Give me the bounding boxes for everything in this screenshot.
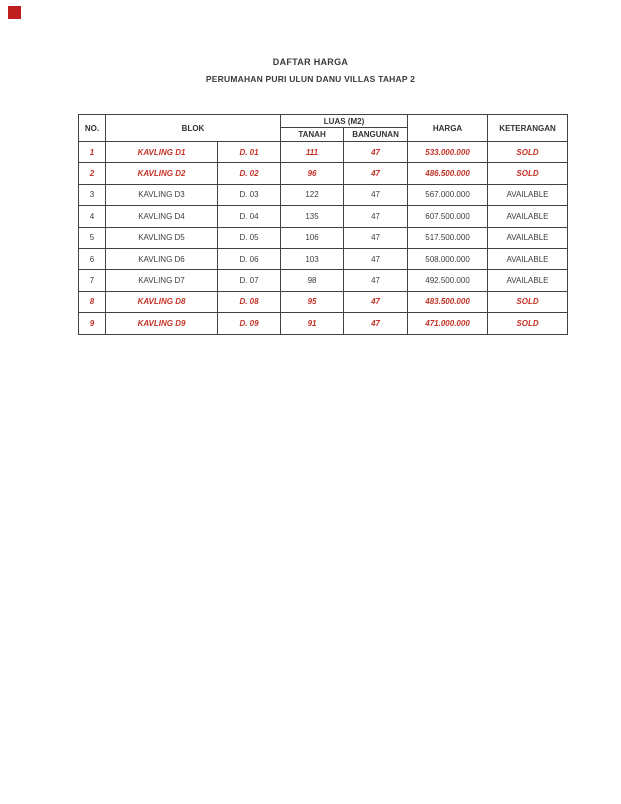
luas-tanah: 111 — [281, 142, 344, 163]
table-row — [79, 270, 568, 291]
blok-code: D. 01 — [218, 142, 281, 163]
luas-tanah: 95 — [281, 291, 344, 312]
row-no: 4 — [79, 206, 106, 227]
table-row — [79, 206, 568, 227]
blok-code: D. 02 — [218, 163, 281, 184]
header-blok: BLOK — [106, 115, 281, 142]
blok-code: D. 05 — [218, 227, 281, 248]
table-row — [79, 248, 568, 269]
row-no: 5 — [79, 227, 106, 248]
harga-value: 533.000.000 — [408, 142, 488, 163]
keterangan-value: SOLD — [488, 163, 568, 184]
header-no: NO. — [79, 115, 106, 142]
price-table — [78, 114, 568, 335]
blok-name: KAVLING D2 — [106, 163, 218, 184]
blok-code: D. 04 — [218, 206, 281, 227]
price-table-header — [79, 115, 568, 142]
table-row — [79, 313, 568, 334]
table-row — [79, 163, 568, 184]
blok-name: KAVLING D7 — [106, 270, 218, 291]
harga-value: 483.500.000 — [408, 291, 488, 312]
keterangan-value: AVAILABLE — [488, 248, 568, 269]
luas-tanah: 98 — [281, 270, 344, 291]
blok-code: D. 07 — [218, 270, 281, 291]
row-no: 9 — [79, 313, 106, 334]
blok-code: D. 09 — [218, 313, 281, 334]
table-row — [79, 142, 568, 163]
blok-code: D. 08 — [218, 291, 281, 312]
header-bangunan: BANGUNAN — [344, 128, 408, 142]
luas-bangunan: 47 — [344, 270, 408, 291]
red-marker — [8, 6, 21, 19]
header-keterangan: KETERANGAN — [488, 115, 568, 142]
blok-code: D. 03 — [218, 184, 281, 205]
luas-bangunan: 47 — [344, 248, 408, 269]
header-tanah: TANAH — [281, 128, 344, 142]
blok-name: KAVLING D8 — [106, 291, 218, 312]
row-no: 3 — [79, 184, 106, 205]
keterangan-value: AVAILABLE — [488, 270, 568, 291]
row-no: 6 — [79, 248, 106, 269]
harga-value: 492.500.000 — [408, 270, 488, 291]
keterangan-value: SOLD — [488, 313, 568, 334]
luas-tanah: 135 — [281, 206, 344, 227]
luas-tanah: 91 — [281, 313, 344, 334]
keterangan-value: AVAILABLE — [488, 227, 568, 248]
price-table-body — [79, 142, 568, 335]
keterangan-value: AVAILABLE — [488, 206, 568, 227]
header-luas: LUAS (M2) — [281, 115, 408, 128]
row-no: 7 — [79, 270, 106, 291]
blok-name: KAVLING D3 — [106, 184, 218, 205]
blok-name: KAVLING D9 — [106, 313, 218, 334]
keterangan-value: SOLD — [488, 142, 568, 163]
harga-value: 471.000.000 — [408, 313, 488, 334]
blok-name: KAVLING D1 — [106, 142, 218, 163]
harga-value: 607.500.000 — [408, 206, 488, 227]
harga-value: 517.500.000 — [408, 227, 488, 248]
row-no: 2 — [79, 163, 106, 184]
table-row — [79, 184, 568, 205]
table-row — [79, 227, 568, 248]
page-subtitle: PERUMAHAN PURI ULUN DANU VILLAS TAHAP 2 — [205, 74, 416, 84]
header-harga: HARGA — [408, 115, 488, 142]
keterangan-value: AVAILABLE — [488, 184, 568, 205]
luas-bangunan: 47 — [344, 313, 408, 334]
luas-bangunan: 47 — [344, 291, 408, 312]
page-title: DAFTAR HARGA — [272, 57, 349, 67]
row-no: 8 — [79, 291, 106, 312]
row-no: 1 — [79, 142, 106, 163]
document-heading — [0, 56, 621, 85]
harga-value: 567.000.000 — [408, 184, 488, 205]
luas-bangunan: 47 — [344, 227, 408, 248]
keterangan-value: SOLD — [488, 291, 568, 312]
blok-name: KAVLING D6 — [106, 248, 218, 269]
luas-tanah: 96 — [281, 163, 344, 184]
luas-tanah: 106 — [281, 227, 344, 248]
luas-bangunan: 47 — [344, 163, 408, 184]
luas-tanah: 103 — [281, 248, 344, 269]
luas-bangunan: 47 — [344, 206, 408, 227]
luas-bangunan: 47 — [344, 142, 408, 163]
blok-name: KAVLING D4 — [106, 206, 218, 227]
luas-tanah: 122 — [281, 184, 344, 205]
luas-bangunan: 47 — [344, 184, 408, 205]
harga-value: 486.500.000 — [408, 163, 488, 184]
table-row — [79, 291, 568, 312]
harga-value: 508.000.000 — [408, 248, 488, 269]
blok-code: D. 06 — [218, 248, 281, 269]
blok-name: KAVLING D5 — [106, 227, 218, 248]
